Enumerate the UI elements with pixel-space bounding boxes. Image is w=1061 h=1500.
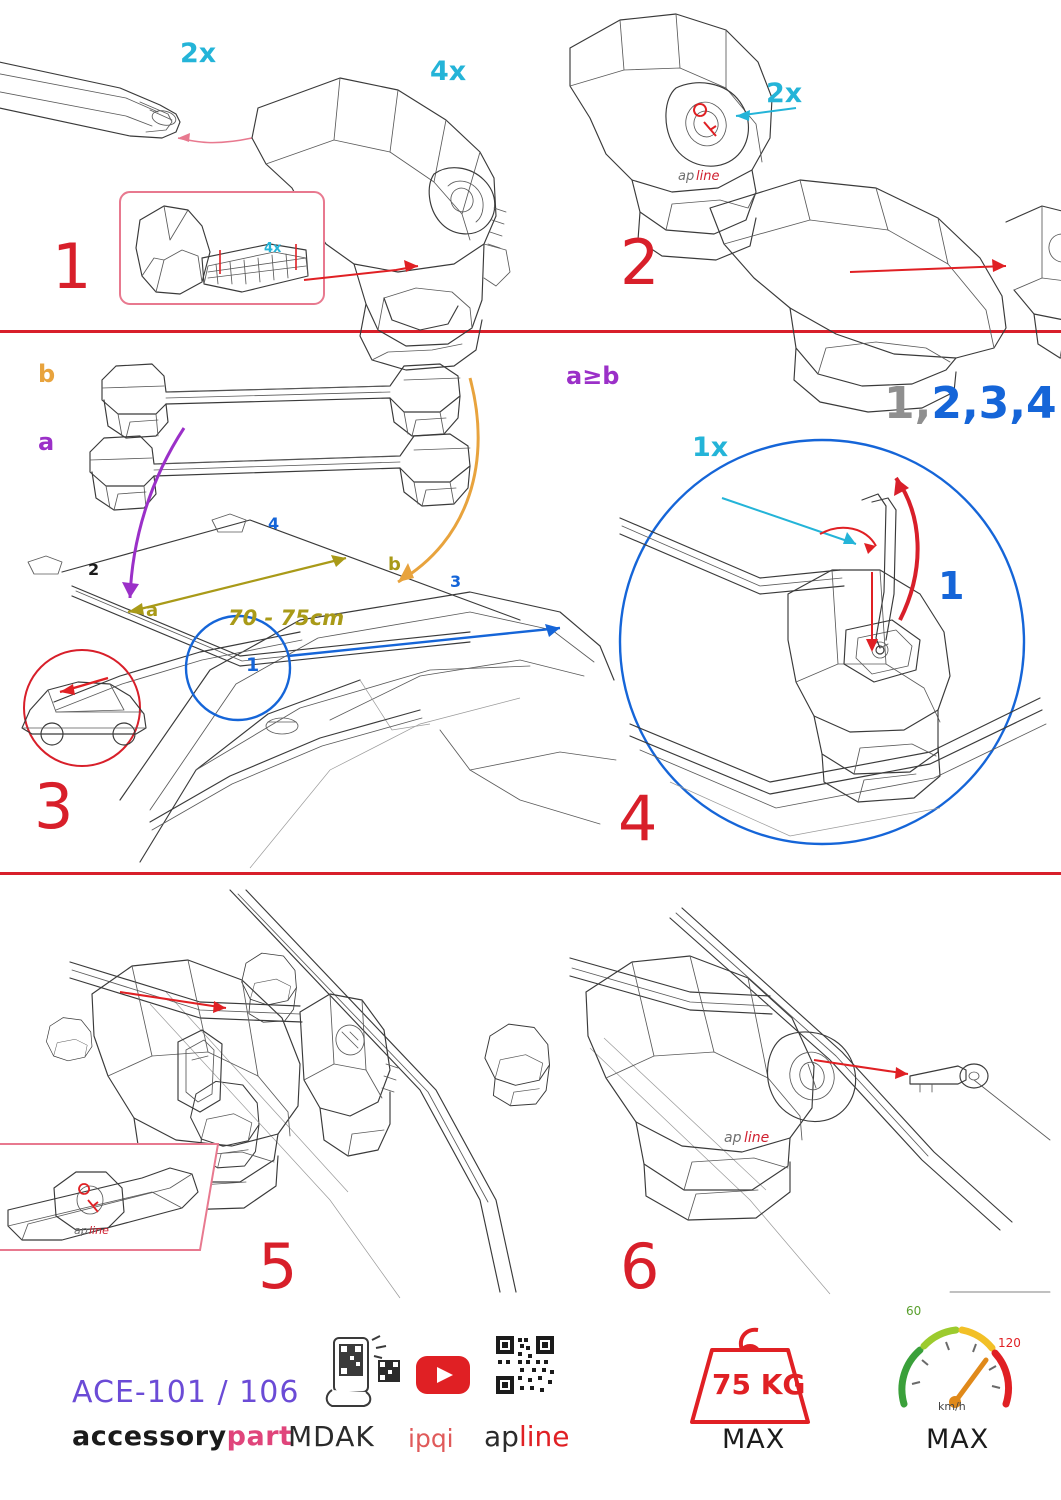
section-divider-2 bbox=[0, 872, 1061, 875]
step-number-4: 4 bbox=[618, 782, 658, 855]
step-number-1: 1 bbox=[52, 230, 92, 303]
step-1-qty-bar: 2x bbox=[180, 38, 217, 69]
bar-label-b: b bbox=[38, 360, 56, 388]
brand-apline bbox=[484, 1420, 569, 1453]
speed-tick-120: 120 bbox=[998, 1336, 1021, 1350]
position-marker-3: 3 bbox=[450, 572, 462, 591]
weight-limit-label: MAX bbox=[722, 1424, 786, 1455]
vehicle-orientation-thumbnail bbox=[4, 656, 164, 766]
speed-tick-60: 60 bbox=[906, 1304, 922, 1318]
sequence-comma: , bbox=[914, 378, 932, 429]
brand-accessorypart bbox=[72, 1421, 292, 1452]
svg-text:ap: ap bbox=[724, 1130, 742, 1146]
brand-accessorypart-part1: accessory bbox=[72, 1421, 227, 1452]
arrow-label-a: a bbox=[146, 600, 159, 621]
section-divider-1 bbox=[0, 330, 1061, 333]
brand-accessorypart-part2: part bbox=[226, 1421, 293, 1452]
youtube-icon[interactable] bbox=[414, 1354, 472, 1396]
weight-limit-value: 75 KG bbox=[712, 1368, 806, 1401]
speed-unit: km/h bbox=[938, 1400, 966, 1413]
brand-apline-part2: line bbox=[518, 1420, 570, 1453]
svg-text:4x: 4x bbox=[264, 241, 282, 256]
product-code: ACE-101 / 106 bbox=[72, 1375, 300, 1410]
step-1-detail-inset bbox=[118, 190, 328, 308]
position-marker-1: 1 bbox=[246, 654, 260, 676]
svg-text:ap: ap bbox=[678, 169, 695, 184]
brand-ipqi: ipqi bbox=[408, 1424, 454, 1453]
step-4-qty-tool: 1x bbox=[692, 432, 729, 463]
step-6-illustration bbox=[530, 900, 1061, 1303]
condition-label: a≥b bbox=[566, 362, 620, 390]
step-2-qty-lock: 2x bbox=[766, 78, 803, 109]
step-1-inset-arrow bbox=[300, 240, 440, 290]
step-number-6: 6 bbox=[620, 1230, 660, 1303]
svg-text:line: line bbox=[696, 169, 720, 184]
step-1-qty-foot: 4x bbox=[430, 56, 467, 87]
step-number-5: 5 bbox=[258, 1230, 298, 1303]
arrow-label-b: b bbox=[388, 554, 401, 575]
sequence-first: 1 bbox=[884, 378, 915, 429]
step-4-position-1: 1 bbox=[938, 564, 965, 608]
bar-label-a: a bbox=[38, 428, 55, 456]
step-5-detail-inset bbox=[0, 1138, 232, 1258]
position-marker-2: 2 bbox=[88, 560, 100, 579]
tightening-sequence bbox=[884, 378, 1057, 429]
qr-code-icon bbox=[494, 1334, 556, 1396]
qr-scan-phone-icon bbox=[316, 1334, 408, 1410]
brand-mdak: MDAK bbox=[288, 1420, 375, 1453]
svg-text:ap: ap bbox=[74, 1224, 88, 1237]
sequence-rest: 2,3,4 bbox=[931, 378, 1057, 429]
step-4-illustration bbox=[610, 452, 1061, 862]
step-number-2: 2 bbox=[620, 226, 660, 299]
speed-limit-label: MAX bbox=[926, 1424, 990, 1455]
crossbar-spacing-dimension: 70 - 75cm bbox=[228, 606, 345, 630]
position-marker-4: 4 bbox=[268, 514, 280, 533]
svg-text:line: line bbox=[744, 1130, 770, 1146]
step-number-3: 3 bbox=[34, 770, 74, 843]
brand-apline-part1: ap bbox=[484, 1420, 519, 1453]
svg-text:line: line bbox=[89, 1224, 109, 1237]
